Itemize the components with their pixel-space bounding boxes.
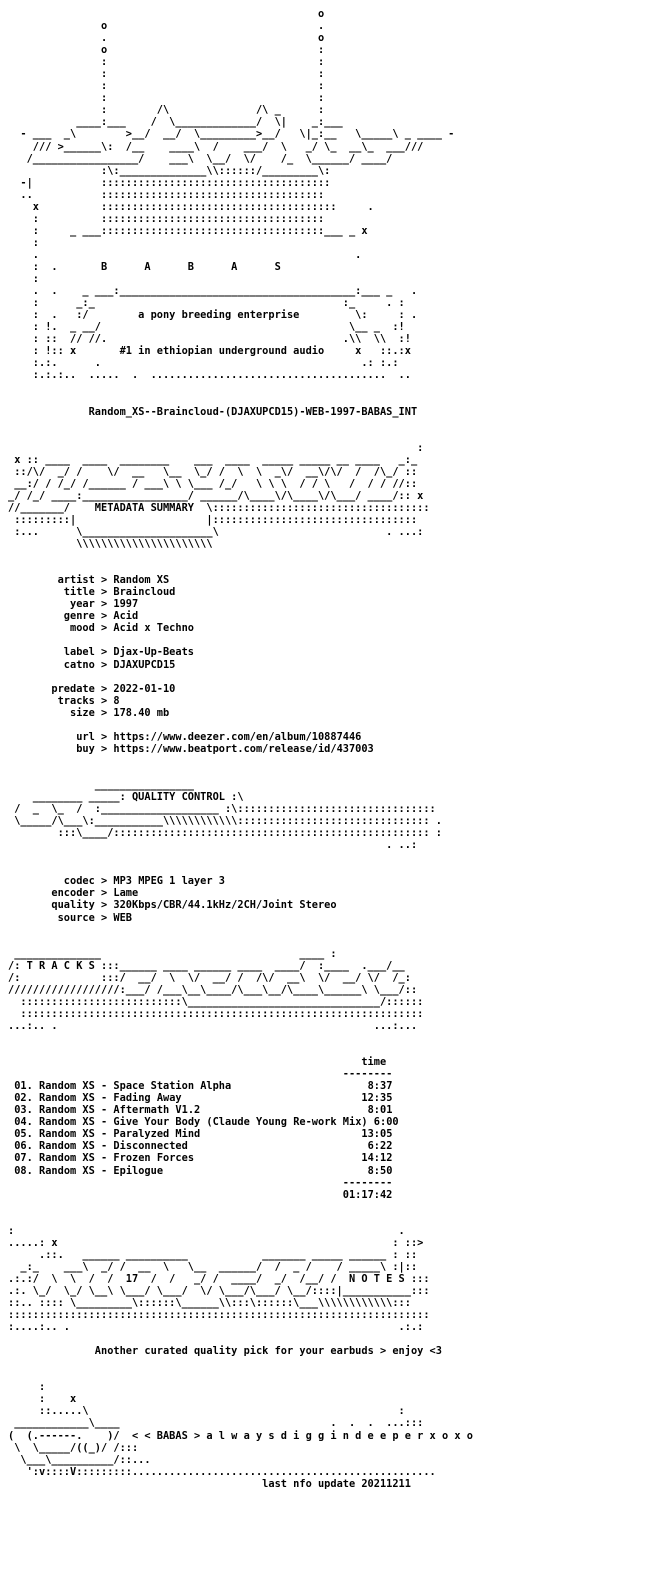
meta-label: Djax-Up-Beats [113, 646, 194, 659]
track-row: 02. Random XS - Fading Away 12:35 [14, 1092, 393, 1105]
track-title: Paralyzed Mind [113, 1128, 201, 1141]
track-time: 13:05 [361, 1128, 393, 1141]
track-number: 07. [14, 1152, 33, 1165]
track-artist: Random XS [39, 1140, 95, 1153]
quality-source: WEB [113, 911, 132, 924]
quality-encoder: Lame [113, 887, 139, 900]
track-list [8, 1080, 399, 1176]
track-artist: Random XS [39, 1128, 95, 1141]
track-number: 04. [14, 1116, 33, 1129]
track-number: 02. [14, 1092, 33, 1105]
meta-size: 178.40 mb [113, 706, 170, 719]
track-title: Frozen Forces [113, 1152, 195, 1165]
meta-catno: DJAXUPCD15 [113, 658, 176, 671]
track-artist: Random XS [39, 1152, 95, 1165]
track-artist: Random XS [39, 1104, 95, 1117]
meta-year: 1997 [113, 598, 139, 611]
track-title: Epilogue [113, 1164, 164, 1177]
track-row: 06. Random XS - Disconnected 6:22 [14, 1140, 393, 1153]
track-title: Space Station Alpha [113, 1080, 232, 1093]
track-row: 04. Random XS - Give Your Body (Claude Young Re-work Mix) 6:00 [14, 1116, 399, 1129]
track-time: 14:12 [361, 1152, 393, 1165]
track-row: 07. Random XS - Frozen Forces 14:12 [14, 1152, 393, 1165]
track-artist: Random XS [39, 1164, 95, 1177]
tracks-art: ______________ ____ : /: T R A C K S :::______ ____ ______ ____ ____/ :____ .___/__ /: :::/ __/ \ \/ __/ / /\/ __\ \/ __/ \/ /_: //////////////////:___/ /___\__\____/\___\__/\____\______\ \___/:: ::::::::::::::::::::::::::\_______________________________/:::::: ::::::::::::::::::::::::::::::::::::::::::::::::::::::::::::::::: ...:.. . ...:... [8, 947, 424, 1032]
track-number: 01. [14, 1080, 33, 1093]
meta-genre: Acid [113, 610, 139, 623]
notes-text: Another curated quality pick for your earbuds > enjoy <3 [94, 1345, 442, 1358]
tracks-total-time: 01:17:42 [342, 1188, 393, 1201]
meta-tracks: 8 [113, 694, 120, 707]
track-title: Disconnected [113, 1140, 188, 1153]
last-update-text: last nfo update 20211211 [262, 1477, 411, 1490]
meta-buy-link[interactable]: https://www.beatport.com/release/id/437003 [113, 742, 374, 755]
track-time: 8:01 [367, 1104, 393, 1117]
track-time: 12:35 [361, 1092, 393, 1105]
meta-artist: Random XS [113, 574, 170, 587]
track-artist: Random XS [39, 1092, 95, 1105]
track-time: 8:50 [367, 1164, 393, 1177]
track-number: 03. [14, 1104, 33, 1117]
meta-url-link[interactable]: https://www.deezer.com/en/album/10887446 [113, 730, 362, 743]
nfo-document: o o . . o o : : : : : : : : : : /\ /\ _ : ____:___ / \_____________/ \| _:___ - ___ _\ >__/ __/ \_________>__/ \|_:__ \_____\ _ ____ - /// >______\: /__ ____\ / ___/ \ _/ \_ __\_ ___/// /_________________/ ___\ \__/ \/ /_ \______/ ____/ :\:______________\\::::::/_________\: -| ::::::::::::::::::::::::::::::::::::: .. :::::::::::::::::::::::::::::::::::: x :::::::::::::::::::::::::::::::::::::: . : :::::::::::::::::::::::::::::::::::: : _ ___::::::::::::::::::::::::::::::::::::___ _ x : . . : . B A B A S : . . _ ___:______________________________________:___ _ . : _:_ :_ . : : . :/ a pony breeding enterprise \: : . : !. _ __/ \__ _ :! : :: // //. .\\ \\ :! : !:: x #1 in ethiopian underground audio x ::.:x :.:. . .: :.: :.:.:.. ..... . ...................................... .. Random_XS--Braincloud-(DJAXUPCD15)-WEB-1997-BABAS_INT : x :: ____ ____ ________ ___ ____ _____ _____ __ ____ _:_ ::/\/ _/ / \/ __ \__ \_/ / \ \ _\/ __\/\/ / /\_/ :: __:/ / /_/ /______ / ___\ \ \___ /_/ \ \ \ / / \ / / / //:: _/ /_/ ____:_________________/ ______/\____\/\____\/\___/ ____/:: x //_______/ METADATA SUMMARY \::::::::::::::::::::::::::::::::::: :::::::::| |::::::::::::::::::::::::::::::::: :... \_____________________\ . ...: \\\\\\\\\\\\\\\\\\\\\\ artist > Random XS title > Braincloud year > 1997 genre > Acid mood > Acid x Techno label > Djax-Up-Beats catno > DJAXUPCD15 predate > 2022-01-10 tracks > 8 size > 178.40 mb url > https://www.deezer.com/en/album/10887446 buy > https://www.beatport.com/release/id/437003 ________________ ________ _____: QUALITY CONTROL :\ / _ \_ / :___________________ :\:::::::::::::::::::::::::::::::: \_____/\___\:___________\\\\\\\\\\\\::::::::::::::::::::::::::::::: . :::\____/::::::::::::::::::::::::::::::::::::::::::::::::::: : . ..: codec > MP3 MPEG 1 layer 3 encoder > Lame quality > 320Kbps/CBR/44.1kHz/2CH/Joint Stereo source > WEB ______________ ____ : /: T R A C K S :::______ ____ ______ ____ ____/ :____ .___/__ /: :::/ __/ \ \/ __/ / /\/ __\ \/ __/ \/ /_: //////////////////:___/ /___\__\____/\___\__/\____\______\ \___/:: ::::::::::::::::::::::::::\_______________________________/:::::: ::::::::::::::::::::::::::::::::::::::::::::::::::::::::::::::::: ...:.. . ...:... time -------- 01. Random XS - Space Station Alpha 8:37 02. Random XS - Fading Away 12:35 03. Random XS - Aftermath V1.2 8:01 04. Random XS - Give Your Body (Claude Young Re-work Mix) 6:00 05. Random XS - Paralyzed Mind 13:05 06. Random XS - Disconnected 6:22 07. Random XS - Frozen Forces 14:12 08. Random XS - Epilogue 8:50 -------- 01:17:42 : . .....: x : ::> .::. ______ __________ _______ _____ ______ : :: _:_ ___\ _/ / __ \ \__ ______/ / _ / / _____\ :|:: .:.:/ \ \ / / 17 / / _/ / ____/ _/ /__/ / N O T E S ::: .:. \_/ \_/ \__\ \___/ \___/ \/ \___/\___/ \__/::::|___________::: ::.. :::: \_________\::::::\______\\:::\::::::\___\\\\\\\\\\\\::: :::::::::::::::::::::::::::::::::::::::::::::::::::::::::::::::::::: :....:.. . .:.: Another curated quality pick for your earbuds > enjoy <3 : : x ::.....\ : ____________\____ . . . ...::: ( (.------. )/ < < BABAS > a l w a y s d i g g i n d e e p e r x o x o \ \_____/((_)/ /::: \___\__________/::... ':v::::V:::::::::................................................. last nfo update 20211211 [8, 8, 473, 1490]
notes-art: : . .....: x : ::> .::. ______ __________ _______ _____ ______ : :: _:_ ___\ _/ / __ \ \__ ______/ / _ / / _____\ :|:: .:.:/ \ \ / / 17 / / _/ / ____/ _/ /__/ / N O T E S ::: .:. \_/ \_/ \__\ \___/ \___/ \/ \___/\___/ \__/::::|___________::: ::.. :::: \_________\::::::\______\\:::\::::::\___\\\\\\\\\\\\::: :::::::::::::::::::::::::::::::::::::::::::::::::::::::::::::::::::: :....:.. . .:.: [8, 1224, 430, 1334]
metadata-art: : x :: ____ ____ ________ ___ ____ _____ _____ __ ____ _:_ ::/\/ _/ / \/ __ \__ \_/ / \ \ _\/ __\/\/ / /\_/ :: __:/ / /_/ /______ / ___\ \ \___ /_/ \ \ \ / / \ / / / //:: _/ /_/ ____:_________________/ ______/\____\/\____\/\___/ ____/:: x //_______/ METADATA SUMMARY \::::::::::::::::::::::::::::::::::: :::::::::| |::::::::::::::::::::::::::::::::: :... \_____________________\ . ...: \\\\\\\\\\\\\\\\\\\\\\ [8, 441, 430, 551]
track-row: 05. Random XS - Paralyzed Mind 13:05 [14, 1128, 393, 1141]
track-title: Give Your Body (Claude Young Re-work Mix) [113, 1116, 368, 1129]
track-number: 05. [14, 1128, 33, 1141]
track-row: 01. Random XS - Space Station Alpha 8:37 [14, 1080, 393, 1093]
track-artist: Random XS [39, 1116, 95, 1129]
track-number: 08. [14, 1164, 33, 1177]
meta-mood: Acid x Techno [113, 622, 194, 635]
tracks-time-header: time [361, 1056, 387, 1069]
footer-art: : : x ::.....\ : ____________\____ . . . ...::: ( (.------. )/ < < BABAS > a l w a y s d i g g i n d e e p e r x o x o \ \_____/((_)/ /::: \___\__________/::... ':v::::V:::::::::................................................. [8, 1381, 473, 1478]
track-title: Fading Away [113, 1092, 182, 1105]
track-row: 03. Random XS - Aftermath V1.2 8:01 [14, 1104, 393, 1117]
meta-title: Braincloud [113, 586, 176, 599]
track-time: 6:00 [373, 1116, 399, 1129]
release-name: Random_XS--Braincloud-(DJAXUPCD15)-WEB-1997-BABAS_INT [88, 405, 418, 418]
quality-codec: MP3 MPEG 1 layer 3 [113, 875, 225, 888]
quality-quality: 320Kbps/CBR/44.1kHz/2CH/Joint Stereo [113, 899, 337, 912]
track-row: 08. Random XS - Epilogue 8:50 [14, 1164, 393, 1177]
track-number: 06. [14, 1140, 33, 1153]
quality-art: ________________ ________ _____: QUALITY CONTROL :\ / _ \_ / :___________________ :\:::::::::::::::::::::::::::::::: \_____/\___\:___________\\\\\\\\\\\\::::::::::::::::::::::::::::::: . :::\____/::::::::::::::::::::::::::::::::::::::::::::::::::: : . ..: [14, 779, 442, 852]
track-title: Aftermath V1.2 [113, 1104, 201, 1117]
track-time: 6:22 [367, 1140, 393, 1153]
tracks-rule-bottom: -------- [342, 1176, 393, 1189]
track-time: 8:37 [367, 1080, 393, 1093]
header-art: o o . . o o : : : : : : : : : : /\ /\ _ : ____:___ / \_____________/ \| _:___ - ___ _\ >__/ __/ \_________>__/ \|_:__ \_____\ _ ____ - /// >______\: /__ ____\ / ___/ \ _/ \_ __\_ ___/// /_________________/ ___\ \__/ \/ /_ \______/ ____/ :\:______________\\::::::/_________\: -| ::::::::::::::::::::::::::::::::::::: .. :::::::::::::::::::::::::::::::::::: x :::::::::::::::::::::::::::::::::::::: . : :::::::::::::::::::::::::::::::::::: : _ ___::::::::::::::::::::::::::::::::::::___ _ x : . . : . B A B A S : . . _ ___:______________________________________:___ _ . : _:_ :_ . : : . :/ a pony breeding enterprise \: : . : !. _ __/ \__ _ :! : :: // //. .\\ \\ :! : !:: x #1 in ethiopian underground audio x ::.:x :.:. . .: :.: :.:.:.. ..... . ...................................... .. [20, 8, 455, 382]
tracks-rule-top: -------- [342, 1068, 393, 1081]
meta-predate: 2022-01-10 [113, 682, 176, 695]
track-artist: Random XS [39, 1080, 95, 1093]
